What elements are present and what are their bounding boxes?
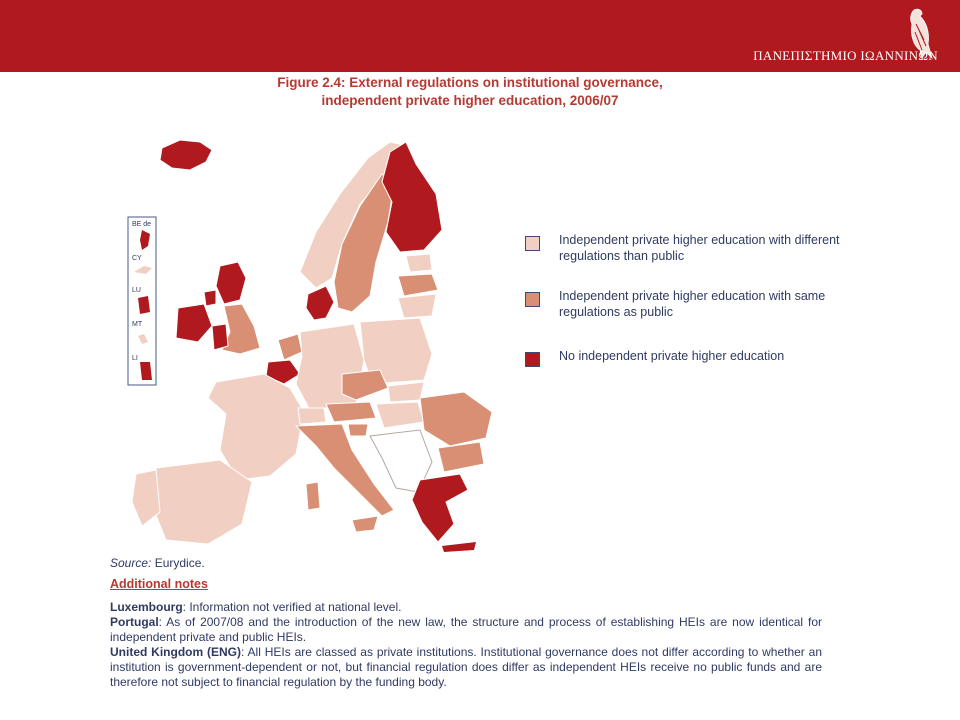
note-luxembourg	[110, 600, 822, 615]
map-greece	[412, 474, 468, 542]
note-country-portugal: Portugal	[110, 615, 159, 629]
legend-label-different: Independent private higher education with different regulations than public	[559, 233, 840, 263]
map-iceland	[160, 140, 212, 170]
map-estonia	[406, 254, 432, 272]
legend-item-none	[525, 348, 855, 372]
figure-title	[200, 74, 740, 110]
map-switzerland	[298, 408, 326, 424]
legend-item-different	[525, 232, 855, 272]
note-country-luxembourg: Luxembourg	[110, 600, 183, 614]
map-portugal	[132, 470, 160, 526]
map-lithuania	[398, 294, 436, 318]
legend-swatch-same	[525, 292, 540, 307]
legend-swatch-different	[525, 236, 540, 251]
source-value: Eurydice.	[151, 556, 205, 570]
inset-label-mt: MT	[132, 321, 143, 328]
europe-map	[120, 112, 520, 552]
note-text-portugal: : As of 2007/08 and the introduction of the new law, the structure and process of establishing HEIs are now identical for independent private and public HEIs.	[110, 615, 822, 644]
map-hungary	[376, 402, 424, 428]
legend-label-none: No independent private higher education	[559, 349, 785, 363]
map-spain	[154, 460, 252, 544]
legend-label-same: Independent private higher education with same regulations as public	[559, 289, 826, 319]
legend-swatch-none	[525, 352, 540, 367]
map-wales	[212, 324, 228, 350]
university-name: ΠΑΝΕΠΙΣΤΗΜΙΟ ΙΩΑΝΝΙΝΩΝ	[753, 48, 938, 63]
map-scotland	[216, 262, 246, 304]
map-finland	[382, 142, 442, 252]
map-northern-ireland	[204, 290, 216, 306]
additional-notes-title: Additional notes	[110, 577, 208, 591]
inset-label-lu: LU	[132, 287, 141, 294]
map-sardinia	[306, 482, 320, 510]
note-text-uk: : All HEIs are classed as private institutions. Institutional governance does not differ according to whether an institution is government-dependent or not, but financial regulation does differ as independent HEIs receive no public funds and are therefore not subject to financial regulation by the funding body.	[110, 645, 823, 689]
map-denmark	[306, 286, 334, 320]
map-bulgaria	[438, 442, 484, 472]
map-crete	[442, 542, 476, 552]
map-slovenia	[348, 424, 368, 436]
map-sicily	[352, 516, 378, 532]
map-inset-li	[140, 362, 152, 380]
figure-title-line2: independent private higher education, 2006/07	[321, 93, 619, 108]
inset-label-cy: CY	[132, 255, 142, 262]
note-uk	[110, 645, 822, 690]
map-ireland	[176, 304, 212, 342]
source-label: Source:	[110, 556, 152, 570]
notes-section	[110, 556, 822, 690]
legend-item-same	[525, 288, 855, 328]
map-romania	[420, 392, 492, 446]
map-latvia	[398, 274, 438, 296]
inset-label-li: LI	[132, 355, 138, 362]
header-banner	[0, 0, 960, 72]
note-portugal	[110, 615, 822, 645]
map-austria	[326, 402, 376, 422]
map-slovakia	[388, 382, 424, 402]
map-czech	[342, 370, 388, 400]
figure-title-line1: Figure 2.4: External regulations on institutional governance,	[277, 75, 663, 90]
map-netherlands	[278, 334, 302, 360]
source-line	[110, 556, 822, 571]
note-text-luxembourg: : Information not verified at national level.	[182, 600, 402, 614]
inset-label-be: BE de	[132, 221, 152, 228]
map-inset-lu	[138, 296, 150, 314]
note-country-uk: United Kingdom (ENG)	[110, 645, 242, 659]
